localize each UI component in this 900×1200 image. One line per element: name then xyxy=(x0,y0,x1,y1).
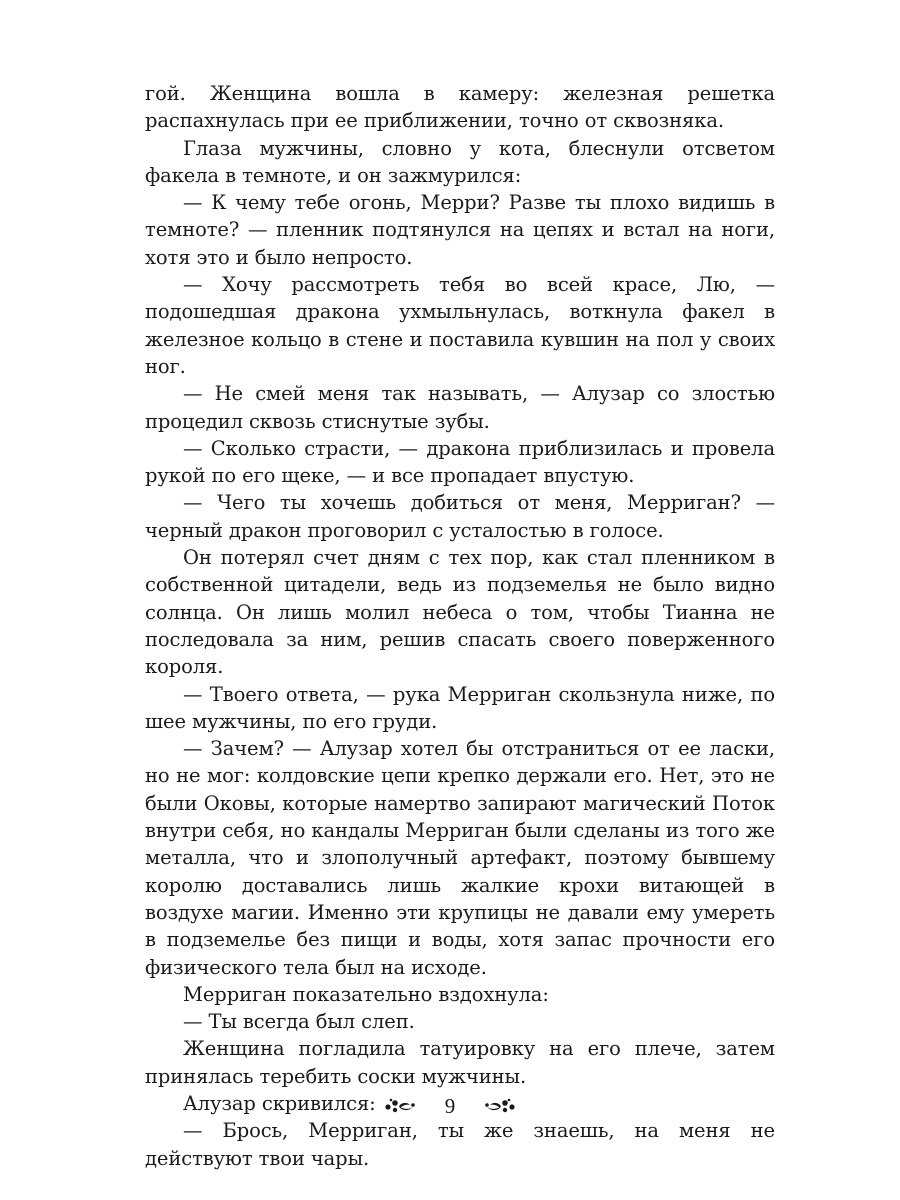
paragraph-3: — К чему тебе огонь, Мерри? Разве ты плохо видишь в темноте? — пленник подтянулся на цепях и встал на ноги, хотя это и было непросто. xyxy=(145,191,775,269)
paragraph-13: Женщина погладила татуировку на его плече, затем принялась теребить соски мужчины. xyxy=(145,1037,775,1088)
page-number: 9 xyxy=(444,1094,456,1118)
paragraph-12: — Ты всегда был слеп. xyxy=(183,1010,415,1034)
paragraph-14: Алузар скривился: xyxy=(183,1091,376,1115)
floral-ornament-right-icon xyxy=(483,1096,517,1116)
page-footer xyxy=(0,1094,900,1118)
paragraph-7: — Чего ты хочешь добиться от меня, Мерриган? — черный дракон проговорил с усталостью в голосе. xyxy=(145,491,775,542)
paragraph-6: — Сколько страсти, — дракона приблизилась и провела рукой по его щеке, — и все пропадает впустую. xyxy=(145,436,775,488)
paragraph-15: — Брось, Мерриган, ты же знаешь, на меня не действуют твои чары. xyxy=(145,1119,775,1170)
book-page-text xyxy=(145,80,775,1172)
paragraph-9: — Твоего ответа, — рука Мерриган скользнула ниже, по шее мужчины, по его груди. xyxy=(145,682,775,733)
paragraph-8: Он потерял счет дням с тех пор, как стал пленником в собственной цитадели, ведь из подземелья не было видно солнца. Он лишь молил небеса о том, чтобы Тианна не последовала за ним, решив спасать своего поверженного короля. xyxy=(145,546,775,679)
paragraph-1: гой. Женщина вошла в камеру: железная решетка распахнулась при ее приближении, точно от сквозняка. xyxy=(145,82,775,133)
paragraph-5: — Не смей меня так называть, — Алузар со злостью процедил сквозь стиснутые зубы. xyxy=(145,382,775,433)
paragraph-2: Глаза мужчины, словно у кота, блеснули отсветом факела в темноте, и он зажмурился: xyxy=(145,136,775,187)
floral-ornament-left-icon xyxy=(383,1096,417,1116)
paragraph-4: — Хочу рассмотреть тебя во всей красе, Лю, — подошедшая дракона ухмыльнулась, воткнула факел в железное кольцо в стене и поставила кувшин на пол у своих ног. xyxy=(145,273,775,378)
paragraph-11: Мерриган показательно вздохнула: xyxy=(183,982,549,1006)
paragraph-10: — Зачем? — Алузар хотел бы отстраниться от ее ласки, но не мог: колдовские цепи крепко держали его. Нет, это не были Оковы, которые намертво запирают магический Поток внутри себя, но кандалы Мерриган были сделаны из того же металла, что и злополучный артефакт, поэтому бывшему королю доставались лишь жалкие крохи витающей в воздухе магии. Именно эти крупицы не давали ему умереть в подземелье без пищи и воды, хотя запас прочности его физического тела был на исходе. xyxy=(145,737,775,979)
